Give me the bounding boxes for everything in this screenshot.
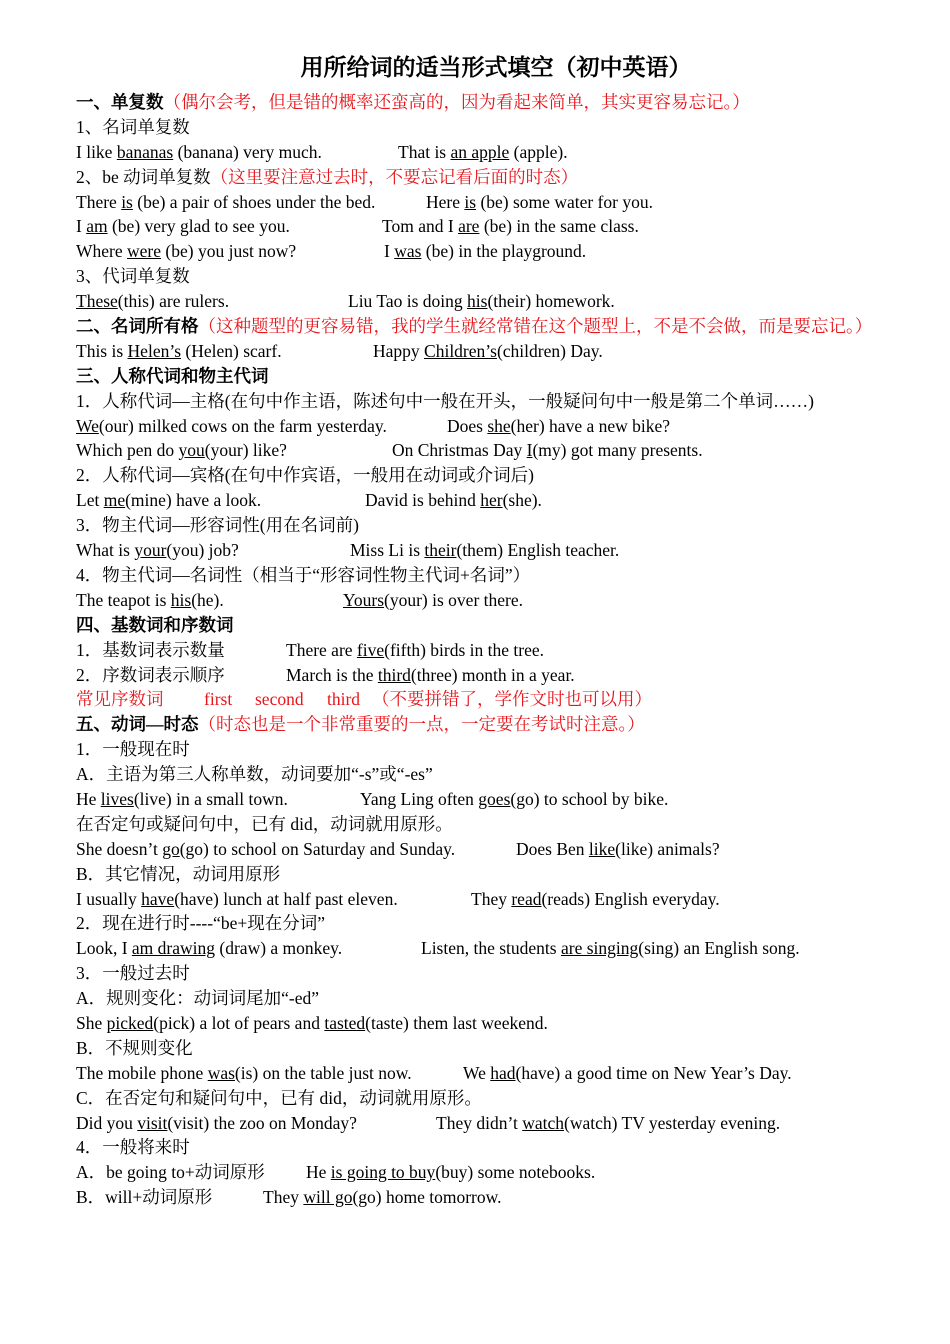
example-line bbox=[76, 488, 876, 513]
answer: picked bbox=[106, 1012, 154, 1033]
answer: your bbox=[134, 540, 167, 561]
text-segment: (watch) TV yesterday evening. bbox=[564, 1112, 781, 1133]
example-right bbox=[382, 214, 639, 239]
example-line bbox=[76, 936, 876, 961]
text-segment: Did you bbox=[76, 1112, 138, 1133]
text-segment: Let bbox=[76, 490, 104, 511]
subheading: 2．人称代词—宾格(在句中作宾语，一般用在动词或介词后) bbox=[76, 465, 534, 486]
example-right bbox=[398, 140, 568, 165]
text-segment: Does Ben bbox=[516, 838, 589, 859]
text-segment: first bbox=[204, 689, 233, 710]
section-heading-5 bbox=[76, 712, 876, 737]
text-segment: There are bbox=[286, 639, 357, 660]
text-segment: (she). bbox=[502, 490, 542, 511]
text-segment: (them) English teacher. bbox=[456, 540, 620, 561]
answer: me bbox=[103, 490, 126, 511]
subheading: 4．物主代词—名词性（相当于“形容词性物主代词+名词”） bbox=[76, 564, 531, 585]
answer: Helen’s bbox=[127, 340, 182, 361]
text-segment: 二、名词所有格 bbox=[76, 316, 199, 337]
answer: visit bbox=[137, 1112, 168, 1133]
text-segment: third bbox=[327, 689, 361, 710]
text-segment: (be) some water for you. bbox=[476, 191, 653, 212]
example-line bbox=[76, 190, 876, 215]
text-segment: （不要拼错了，学作文时也可以用） bbox=[372, 689, 652, 710]
text-segment: (he). bbox=[191, 589, 224, 610]
answer: Children’s bbox=[424, 340, 497, 361]
example-right bbox=[447, 414, 670, 439]
text-segment: (is) on the table just now. bbox=[234, 1062, 412, 1083]
subheading: 1、名词单复数 bbox=[76, 116, 190, 137]
subheading: C．在否定句和疑问句中，已有 did，动词就用原形。 bbox=[76, 1087, 482, 1108]
text-segment: (you) job? bbox=[166, 540, 239, 561]
example-line bbox=[76, 1160, 876, 1185]
text-segment: （这里要注意过去时，不要忘记看后面的时态） bbox=[210, 166, 579, 187]
text-segment: He bbox=[76, 788, 101, 809]
example-line bbox=[76, 214, 876, 239]
answer: had bbox=[490, 1062, 516, 1083]
answer: you bbox=[178, 440, 205, 461]
text-segment: (pick) a lot of pears and bbox=[153, 1012, 325, 1033]
example-right bbox=[365, 488, 542, 513]
example-line bbox=[76, 239, 876, 264]
example-line bbox=[76, 289, 876, 314]
answer: read bbox=[511, 888, 542, 909]
text-segment: David is behind bbox=[365, 490, 481, 511]
page-title: 用所给词的适当形式填空（初中英语） bbox=[300, 55, 692, 80]
text-segment: Listen, the students bbox=[421, 938, 561, 959]
text-segment: (children) Day. bbox=[496, 340, 603, 361]
text-segment: Happy bbox=[373, 340, 425, 361]
answer: she bbox=[487, 415, 511, 436]
example-right bbox=[360, 787, 668, 812]
text-segment: 一、单复数 bbox=[76, 92, 164, 112]
subheading: A．主语为第三人称单数，动词要加“-s”或“-es” bbox=[76, 764, 433, 785]
example-line bbox=[76, 414, 876, 439]
text-segment: (this) are rulers. bbox=[117, 291, 230, 312]
example-right bbox=[426, 190, 653, 215]
example-line bbox=[76, 1061, 876, 1086]
answer: his bbox=[170, 589, 192, 610]
text-segment: Does bbox=[447, 415, 488, 436]
answer: his bbox=[467, 291, 488, 312]
text-segment: They didn’t bbox=[436, 1112, 523, 1133]
text-segment: (taste) them last weekend. bbox=[365, 1012, 548, 1033]
text-segment: Look, I bbox=[76, 938, 132, 959]
text-segment: They bbox=[263, 1187, 304, 1208]
example-right bbox=[384, 239, 586, 264]
text-segment: I bbox=[384, 241, 395, 262]
text-segment: There bbox=[76, 191, 122, 212]
example-right bbox=[263, 1185, 502, 1210]
example-right bbox=[373, 339, 603, 364]
answer: have bbox=[141, 888, 175, 909]
text-segment: 2、be 动词单复数 bbox=[76, 166, 211, 187]
example-right bbox=[286, 663, 575, 688]
answer: go bbox=[162, 838, 180, 859]
text-segment: They bbox=[471, 888, 512, 909]
example-right bbox=[343, 588, 523, 613]
text-segment: The mobile phone bbox=[76, 1062, 208, 1083]
text-segment: Miss Li is bbox=[350, 540, 425, 561]
text-segment: (three) month in a year. bbox=[410, 664, 575, 685]
example-line bbox=[76, 140, 876, 165]
example-line bbox=[76, 787, 876, 812]
note-line: 在否定句或疑问句中，已有 did，动词就用原形。 bbox=[76, 813, 453, 834]
text-segment: She bbox=[76, 1012, 107, 1033]
example-line bbox=[76, 339, 876, 364]
answer: is going to buy bbox=[330, 1162, 436, 1183]
text-segment: second bbox=[255, 689, 304, 710]
text-segment: (visit) the zoo on Monday? bbox=[167, 1112, 357, 1133]
text-segment: I bbox=[76, 216, 87, 237]
example-line bbox=[76, 1111, 876, 1136]
document-page bbox=[76, 50, 876, 1210]
answer: These bbox=[76, 291, 118, 312]
answer: Yours bbox=[343, 589, 385, 610]
answer: watch bbox=[522, 1112, 564, 1133]
subheading: 3．物主代词—形容词性(用在名词前) bbox=[76, 515, 359, 536]
answer: bananas bbox=[116, 141, 174, 162]
text-segment: (your) is over there. bbox=[384, 589, 524, 610]
ordinal-note bbox=[76, 687, 876, 712]
text-segment: I usually bbox=[76, 888, 142, 909]
text-segment: (go) home tomorrow. bbox=[352, 1187, 502, 1208]
section-heading-3: 三、人称代词和物主代词 bbox=[76, 365, 269, 386]
text-segment: (mine) have a look. bbox=[125, 490, 262, 511]
answer: are singing bbox=[560, 938, 639, 959]
subheading: B．其它情况，动词用原形 bbox=[76, 863, 281, 884]
text-segment: 五、动词—时态 bbox=[76, 714, 199, 735]
example-right bbox=[306, 1160, 595, 1185]
subheading: B．不规则变化 bbox=[76, 1037, 193, 1058]
text-segment: This is bbox=[76, 340, 128, 361]
answer: I bbox=[526, 440, 533, 461]
text-segment: (our) milked cows on the farm yesterday. bbox=[98, 415, 387, 436]
subheading: 1．基数词表示数量 bbox=[76, 639, 225, 660]
text-segment: Where bbox=[76, 241, 128, 262]
text-segment: (be) a pair of shoes under the bed. bbox=[132, 191, 376, 212]
text-segment: (go) to school on Saturday and Sunday. bbox=[179, 838, 456, 859]
text-segment: We bbox=[463, 1062, 491, 1083]
text-segment: (be) in the playground. bbox=[421, 241, 587, 262]
text-segment: (your) like? bbox=[204, 440, 287, 461]
text-segment: (like) animals? bbox=[615, 838, 720, 859]
subheading: 2．序数词表示顺序 bbox=[76, 664, 225, 685]
section-heading-2 bbox=[76, 314, 876, 339]
section-heading-4: 四、基数词和序数词 bbox=[76, 614, 234, 635]
text-segment: (my) got many presents. bbox=[532, 440, 703, 461]
text-segment: (have) a good time on New Year’s Day. bbox=[515, 1062, 792, 1083]
text-segment: Liu Tao is doing bbox=[348, 291, 468, 312]
text-segment: (have) lunch at half past eleven. bbox=[174, 888, 398, 909]
section-heading-1 bbox=[76, 90, 876, 115]
text-segment: (Helen) scarf. bbox=[181, 340, 282, 361]
example-line bbox=[76, 887, 876, 912]
text-segment: She doesn’t bbox=[76, 838, 163, 859]
text-segment: (be) very glad to see you. bbox=[107, 216, 290, 237]
text-segment: （时态也是一个非常重要的一点，一定要在考试时注意。） bbox=[198, 714, 645, 735]
example-line bbox=[76, 837, 876, 862]
text-segment: (live) in a small town. bbox=[133, 788, 288, 809]
text-segment: (apple). bbox=[509, 141, 568, 162]
text-segment: (her) have a new bike? bbox=[510, 415, 671, 436]
answer: their bbox=[424, 540, 457, 561]
text-segment: （这种题型的更容易错，我的学生就经常错在这个题型上，不是不会做，而是要忘记。） bbox=[198, 316, 873, 337]
subheading: 1．人称代词—主格(在句中作主语，陈述句中一般在开头，一般疑问句中一般是第二个单词……) bbox=[76, 390, 814, 411]
subheading: A．规则变化：动词词尾加“-ed” bbox=[76, 988, 320, 1009]
example-line bbox=[76, 663, 876, 688]
text-segment: (be) you just now? bbox=[161, 241, 297, 262]
answer: was bbox=[394, 241, 422, 262]
answer: goes bbox=[478, 788, 511, 809]
text-segment: (banana) very much. bbox=[173, 141, 322, 162]
answer: third bbox=[377, 664, 411, 685]
text-segment: (be) in the same class. bbox=[479, 216, 639, 237]
answer: like bbox=[588, 838, 616, 859]
answer: lives bbox=[100, 788, 134, 809]
text-segment: (draw) a monkey. bbox=[215, 938, 343, 959]
example-right bbox=[421, 936, 800, 961]
text-segment: Yang Ling often bbox=[360, 788, 479, 809]
text-segment: (reads) English everyday. bbox=[541, 888, 720, 909]
example-line bbox=[76, 1185, 876, 1210]
text-segment: Here bbox=[426, 191, 465, 212]
subheading: 4．一般将来时 bbox=[76, 1137, 190, 1158]
text-segment: 常见序数词 bbox=[76, 689, 164, 710]
example-line bbox=[76, 1011, 876, 1036]
answer: am drawing bbox=[131, 938, 216, 959]
text-segment: On Christmas Day bbox=[392, 440, 527, 461]
answer: five bbox=[356, 639, 385, 660]
answer: an apple bbox=[450, 141, 510, 162]
subheading: A．be going to+动词原形 bbox=[76, 1162, 265, 1183]
subheading: 2．现在进行时----“be+现在分词” bbox=[76, 913, 325, 934]
answer: tasted bbox=[324, 1012, 366, 1033]
answer: was bbox=[207, 1062, 235, 1083]
text-segment: That is bbox=[398, 141, 451, 162]
text-segment: (go) to school by bike. bbox=[510, 788, 669, 809]
text-segment: Tom and I bbox=[382, 216, 459, 237]
text-segment: (sing) an English song. bbox=[638, 938, 800, 959]
text-segment: The teapot is bbox=[76, 589, 171, 610]
text-segment: I like bbox=[76, 141, 117, 162]
subheading: 3．一般过去时 bbox=[76, 963, 190, 984]
subheading bbox=[76, 165, 876, 190]
text-segment: What is bbox=[76, 540, 135, 561]
text-segment: (their) homework. bbox=[487, 291, 615, 312]
subheading: 3、代词单复数 bbox=[76, 266, 190, 287]
example-right bbox=[392, 438, 703, 463]
text-segment: (buy) some notebooks. bbox=[435, 1162, 596, 1183]
text-segment: March is the bbox=[286, 664, 378, 685]
example-line bbox=[76, 538, 876, 563]
answer: is bbox=[121, 191, 133, 212]
answer: are bbox=[458, 216, 480, 237]
answer: is bbox=[464, 191, 477, 212]
subheading: B．will+动词原形 bbox=[76, 1187, 213, 1208]
answer: will go bbox=[303, 1187, 353, 1208]
example-line bbox=[76, 638, 876, 663]
example-right bbox=[350, 538, 619, 563]
example-right bbox=[471, 887, 720, 912]
text-segment: （偶尔会考，但是错的概率还蛮高的，因为看起来简单，其实更容易忘记。） bbox=[163, 92, 750, 112]
subheading: 1．一般现在时 bbox=[76, 739, 190, 760]
example-right bbox=[286, 638, 544, 663]
text-segment: (fifth) birds in the tree. bbox=[384, 639, 545, 660]
example-right bbox=[348, 289, 615, 314]
text-segment: He bbox=[306, 1162, 331, 1183]
answer: We bbox=[76, 415, 99, 436]
answer: her bbox=[480, 490, 503, 511]
example-right bbox=[436, 1111, 780, 1136]
example-right bbox=[463, 1061, 792, 1086]
example-right bbox=[516, 837, 720, 862]
example-line bbox=[76, 588, 876, 613]
answer: am bbox=[86, 216, 108, 237]
answer: were bbox=[127, 241, 162, 262]
text-segment: Which pen do bbox=[76, 440, 179, 461]
example-line bbox=[76, 438, 876, 463]
